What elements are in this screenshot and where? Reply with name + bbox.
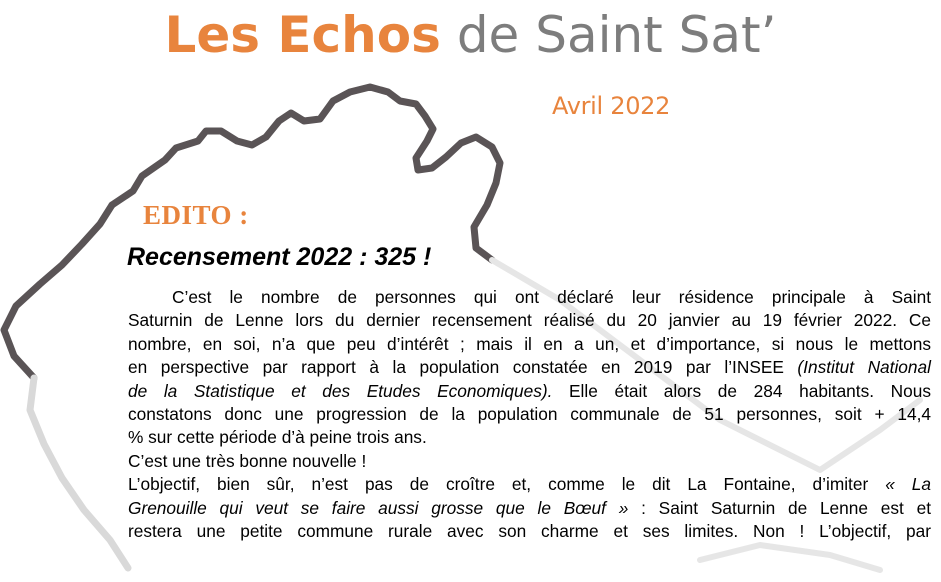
article-text: : Saint Saturnin de Lenne est et xyxy=(628,497,931,518)
article-text: L’objectif, bien sûr, n’est pas de croître et, comme le dit La Fontaine, d’imiter xyxy=(128,474,886,495)
article-line xyxy=(128,356,931,379)
edito-label: EDITO : xyxy=(143,200,249,230)
masthead-title-part1: Les Echos xyxy=(164,6,441,64)
article-text: en perspective par rapport à la population constatée en 2019 par l’INSEE xyxy=(128,357,798,378)
insee-expansion: (Institut National xyxy=(797,357,931,378)
article-line: nombre, en soi, n’a que peu d’intérêt ; mais il en a un, et d’importance, si nous le mettons xyxy=(128,333,931,354)
article-line xyxy=(128,497,931,520)
insee-expansion-cont: de la Statistique et des Etudes Economiques). xyxy=(128,380,553,401)
article-text: Elle était alors de 284 habitants. Nous xyxy=(552,380,931,401)
map-outline-main xyxy=(112,87,500,260)
map-outline-faint xyxy=(30,378,128,568)
article-line: Saturnin de Lenne lors du dernier recensement réalisé du 20 janvier au 19 février 2022. Ce xyxy=(128,310,931,331)
issue-date: Avril 2022 xyxy=(552,92,671,120)
article-headline: Recensement 2022 : 325 ! xyxy=(127,243,432,271)
article-line xyxy=(128,473,931,496)
map-outline-west xyxy=(4,205,112,378)
article-line: % sur cette période d’à peine trois ans. xyxy=(128,427,427,448)
article-line: restera une petite commune rurale avec son charme et ses limites. Non ! L’objectif, par xyxy=(128,521,931,542)
article-line: constatons donc une progression de la population communale de 51 personnes, soit + 14,4 xyxy=(128,404,931,425)
masthead-title-part2: de Saint Sat’ xyxy=(456,6,777,64)
article-line: C’est une très bonne nouvelle ! xyxy=(128,450,367,471)
map-outline-south-faint xyxy=(700,545,880,570)
article-line: C’est le nombre de personnes qui ont déclaré leur résidence principale à Saint xyxy=(172,287,931,307)
article-line xyxy=(128,380,931,403)
article-body xyxy=(128,286,931,543)
fable-quote: « La xyxy=(885,474,931,495)
fable-quote-cont: Grenouille qui veut se faire aussi grosse que le Bœuf » xyxy=(128,497,629,518)
newsletter-masthead xyxy=(0,4,941,66)
